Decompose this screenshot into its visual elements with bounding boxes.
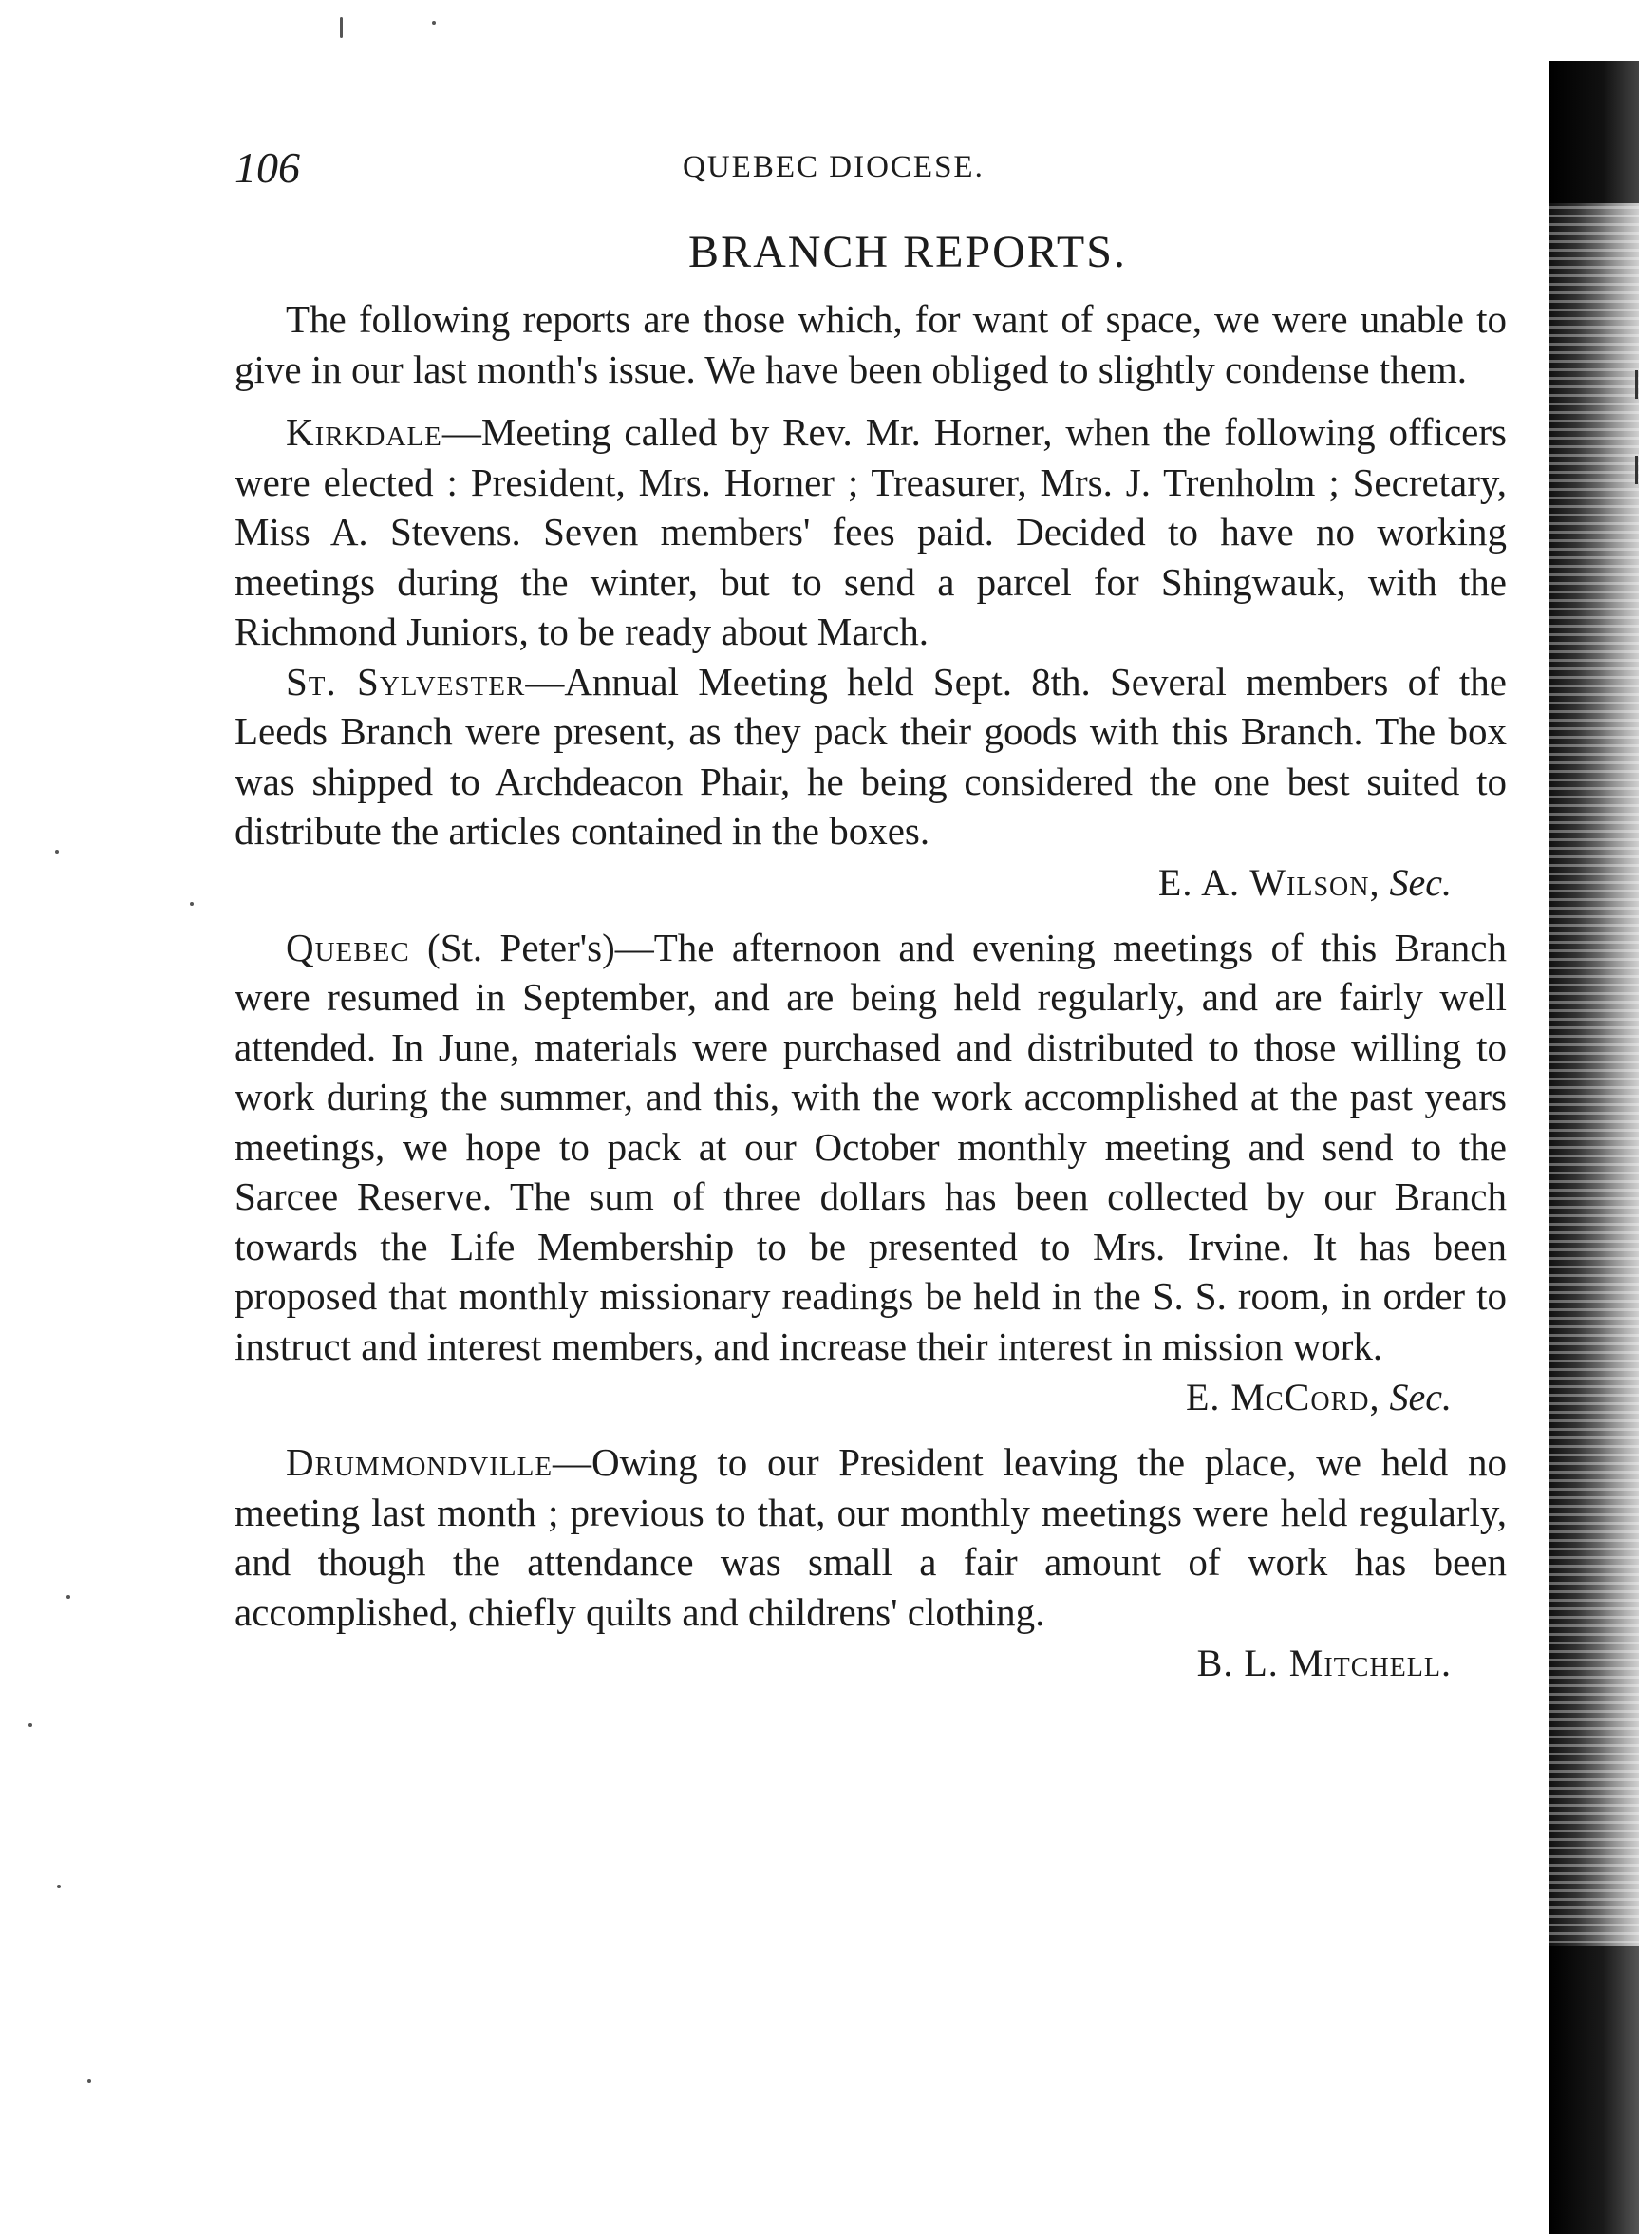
signature-wilson bbox=[235, 856, 1507, 910]
edge-mark bbox=[1635, 370, 1638, 399]
report-kirkdale bbox=[235, 407, 1507, 657]
scan-speck bbox=[55, 850, 59, 854]
report-place: Quebec bbox=[286, 925, 410, 969]
report-text: —Owing to our President leaving the place, we held no meeting last month ; previous to that, our monthly meetings were held regularly, and though the attendance was small a fair amount of work has been accomplished, chiefly quilts and childrens' clothing. bbox=[235, 1440, 1507, 1634]
page-binding-shadow bbox=[1549, 61, 1639, 2234]
report-place: Drummondville bbox=[286, 1440, 554, 1484]
signature-name: B. L. Mitchell. bbox=[1196, 1642, 1452, 1684]
scan-speck bbox=[340, 17, 343, 38]
report-text: —Meeting called by Rev. Mr. Horner, when the following officers were elected : President, Mrs. Horner ; Treasurer, Mrs. J. Trenholm ; Secretary, Miss A. Stevens. Seven members' fees paid. Decided to have no working meetings during the winter, but to send a parcel for Shingwauk, with the Richmond Juniors, to be ready about March. bbox=[235, 410, 1507, 653]
signature-role: Sec. bbox=[1389, 860, 1452, 904]
page-header bbox=[235, 142, 1042, 199]
report-place: St. Sylvester bbox=[286, 659, 526, 704]
page-binding-shadow-top bbox=[1549, 61, 1639, 203]
report-quebec bbox=[235, 923, 1507, 1372]
edge-mark bbox=[1635, 456, 1638, 484]
scan-speck bbox=[66, 1595, 70, 1599]
signature-name: E. McCord, bbox=[1186, 1376, 1380, 1418]
intro-paragraph: The following reports are those which, for want of space, we were unable to give in our last month's issue. We have been obliged to slightly condense them. bbox=[235, 297, 1507, 391]
page-binding-shadow-bottom bbox=[1549, 1946, 1639, 2234]
signature-role: Sec. bbox=[1389, 1376, 1452, 1418]
signature-mitchell bbox=[235, 1637, 1507, 1690]
scan-speck bbox=[87, 2079, 91, 2083]
article-body bbox=[235, 294, 1507, 1690]
signature-mccord bbox=[235, 1371, 1507, 1424]
scan-speck bbox=[57, 1885, 61, 1888]
report-drummondville bbox=[235, 1437, 1507, 1637]
section-title: BRANCH REPORTS. bbox=[688, 227, 1127, 277]
running-head: QUEBEC DIOCESE. bbox=[683, 150, 985, 184]
report-text: —Annual Meeting held Sept. 8th. Several members of the Leeds Branch were present, as they pack their goods with this Branch. The box was shipped to Archdeacon Phair, he being considered the one best suited to distribute the articles contained in the boxes. bbox=[235, 659, 1507, 853]
report-text: (St. Peter's)—The afternoon and evening meetings of this Branch were resumed in September, and are being held regularly, and are fairly well attended. In June, materials were purchased and distributed to those willing to work during the summer, and this, with the work accomplished at the past years meetings, we hope to pack at our October monthly meeting and send to the Sarcee Reserve. The sum of three dollars has been collected by our Branch towards the Life Membership to be presented to Mrs. Irvine. It has been proposed that monthly missionary readings be held in the S. S. room, in order to instruct and interest members, and increase their interest in mission work. bbox=[235, 925, 1507, 1368]
signature-name: E. A. Wilson, bbox=[1157, 860, 1380, 904]
scan-speck bbox=[432, 21, 436, 25]
report-st-sylvester bbox=[235, 657, 1507, 856]
report-place: Kirkdale bbox=[286, 410, 442, 454]
scan-speck bbox=[28, 1723, 32, 1727]
page-number: 106 bbox=[235, 143, 300, 192]
scan-speck bbox=[190, 902, 194, 906]
